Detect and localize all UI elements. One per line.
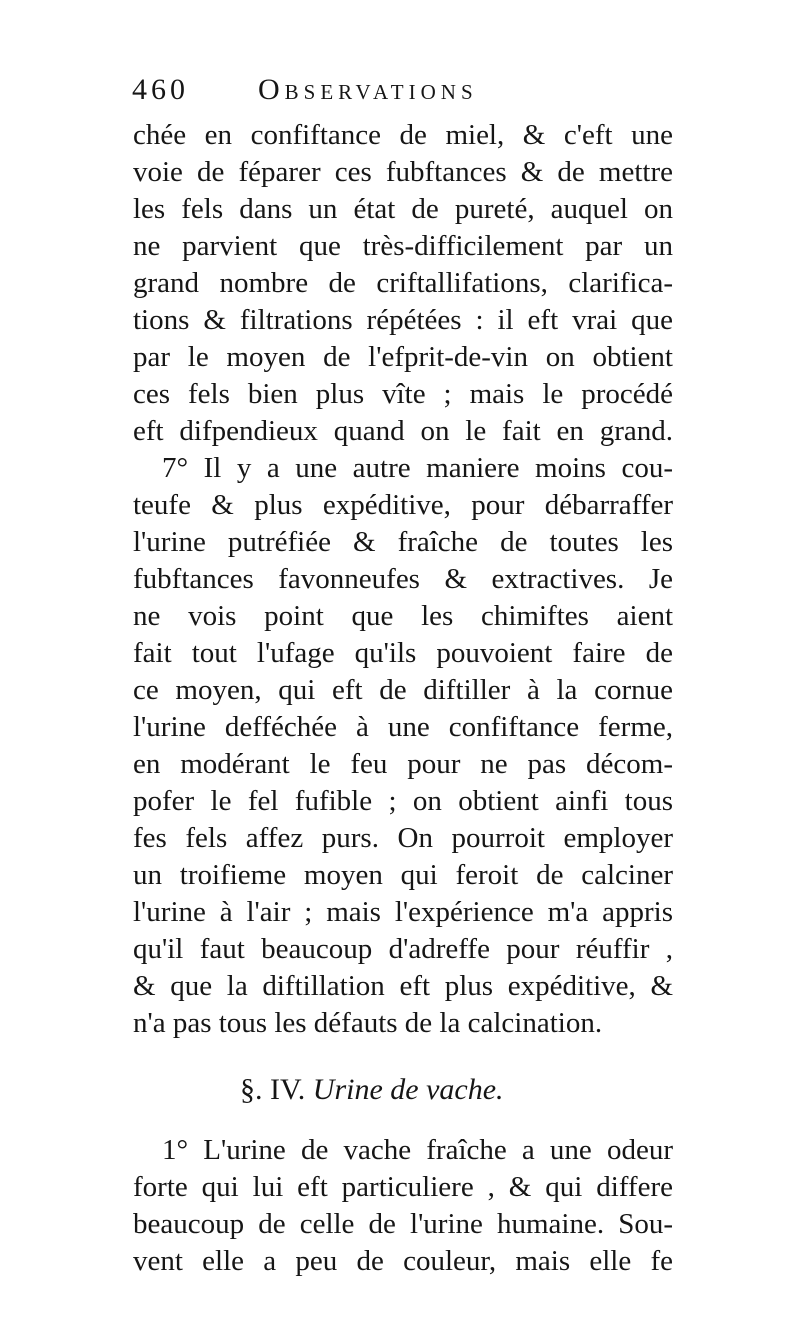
text-line: grand nombre de criftallifations, clarifica- — [133, 267, 673, 299]
text-line: ces fels bien plus vîte ; mais le procédé — [133, 378, 673, 410]
text-line: les fels dans un état de pureté, auquel on — [133, 193, 673, 225]
page-header — [132, 73, 672, 113]
text-line: fubftances favonneufes & extractives. Je — [133, 563, 673, 595]
running-head: Observations — [258, 73, 478, 106]
text-line: fes fels affez purs. On pourroit employer — [133, 822, 673, 854]
text-line: ce moyen, qui eft de diftiller à la cornue — [133, 674, 673, 706]
text-line: 1° L'urine de vache fraîche a une odeur — [162, 1134, 673, 1166]
text-line: & que la diftillation eft plus expéditive, & — [133, 970, 673, 1002]
text-line: tions & filtrations répétées : il eft vrai que — [133, 304, 673, 336]
text-line: beaucoup de celle de l'urine humaine. Sou- — [133, 1208, 673, 1240]
text-line: ne vois point que les chimiftes aient — [133, 600, 673, 632]
text-line: ne parvient que très-difficilement par un — [133, 230, 673, 262]
text-line: un troifieme moyen qui feroit de calciner — [133, 859, 673, 891]
text-line: teufe & plus expéditive, pour débarraffer — [133, 489, 673, 521]
text-line: l'urine defféchée à une confiftance ferme, — [133, 711, 673, 743]
text-line: par le moyen de l'efprit-de-vin on obtient — [133, 341, 673, 373]
section-title: Urine de vache. — [312, 1073, 504, 1106]
text-line: fait tout l'ufage qu'ils pouvoient faire de — [133, 637, 673, 669]
text-line: chée en confiftance de miel, & c'eft une — [133, 119, 673, 151]
text-line: 7° Il y a une autre maniere moins cou- — [162, 452, 673, 484]
section-heading — [240, 1072, 580, 1112]
page-number: 460 — [132, 73, 189, 106]
text-line: qu'il faut beaucoup d'adreffe pour réuffir , — [133, 933, 673, 965]
text-line: l'urine putréfiée & fraîche de toutes les — [133, 526, 673, 558]
section-number: §. IV. — [240, 1073, 306, 1106]
text-line: vent elle a peu de couleur, mais elle fe — [133, 1245, 673, 1277]
text-line: forte qui lui eft particuliere , & qui differe — [133, 1171, 673, 1203]
text-line: voie de féparer ces fubftances & de mettre — [133, 156, 673, 188]
text-line: eft difpendieux quand on le fait en grand. — [133, 415, 673, 447]
text-line: l'urine à l'air ; mais l'expérience m'a appris — [133, 896, 673, 928]
text-line: pofer le fel fufible ; on obtient ainfi tous — [133, 785, 673, 817]
text-line: en modérant le feu pour ne pas décom- — [133, 748, 673, 780]
text-line: n'a pas tous les défauts de la calcination. — [133, 1007, 603, 1039]
